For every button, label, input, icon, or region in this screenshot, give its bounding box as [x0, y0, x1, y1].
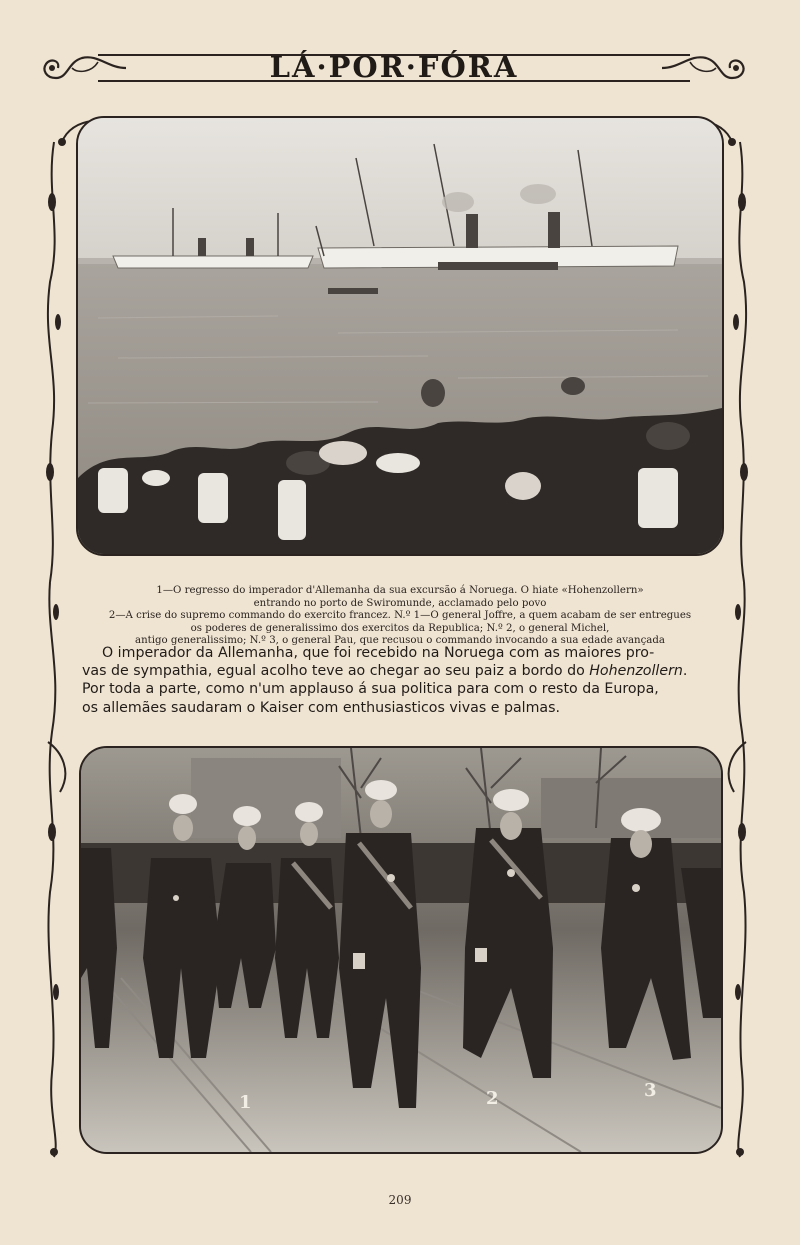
ship-name: Hohenzollern — [589, 663, 683, 680]
paragraph-line — [82, 662, 730, 680]
photo-yacht-arrival — [76, 116, 724, 556]
caption-line: entrando no porto de Swiromunde, acclamado pelo povo — [253, 597, 547, 609]
photo-captions — [80, 585, 720, 648]
paragraph-line: Por toda a parte, como n'um applauso á sua politica para com o resto da Europa, — [82, 681, 659, 698]
paragraph-text: vas de sympathia, egual acolho teve ao chegar ao seu paiz a bordo do — [82, 663, 590, 680]
generals-street-photo — [81, 748, 721, 1152]
caption-line: os poderes de generalissimo dos exercitos da Republica; N.º 2, o general Michel, — [190, 622, 610, 634]
photo-marker-1: 1 — [239, 1092, 252, 1113]
caption-line: 1—O regresso do imperador d'Allemanha da sua excursão á Noruega. O hiate «Hohenzollern» — [156, 585, 644, 596]
paragraph-line: O imperador da Allemanha, que foi recebido na Noruega com as maiores pro- — [102, 645, 655, 661]
yacht-harbour-photo — [78, 118, 722, 554]
photo-generals-parade — [79, 746, 723, 1154]
caption-line: antigo generalissimo; N.º 3, o general Pau, que recusou o commando invocando a sua edade avançada — [135, 635, 665, 646]
photo-marker-3: 3 — [644, 1080, 657, 1101]
paragraph-text: . — [682, 663, 688, 680]
paragraph-line: os allemães saudaram o Kaiser com enthusiasticos vivas e palmas. — [82, 699, 561, 716]
photo-marker-2: 2 — [486, 1088, 499, 1109]
caption-line: 2—A crise do supremo commando do exercito francez. N.º 1—O general Joffre, a quem acabam de ser entregues — [108, 610, 692, 621]
masthead — [38, 48, 750, 88]
masthead-title: LÁ·POR·FÓRA — [269, 50, 519, 84]
ornament-scroll-right-icon — [660, 48, 750, 88]
page-number: 209 — [388, 1193, 412, 1207]
article-paragraph — [82, 644, 730, 717]
